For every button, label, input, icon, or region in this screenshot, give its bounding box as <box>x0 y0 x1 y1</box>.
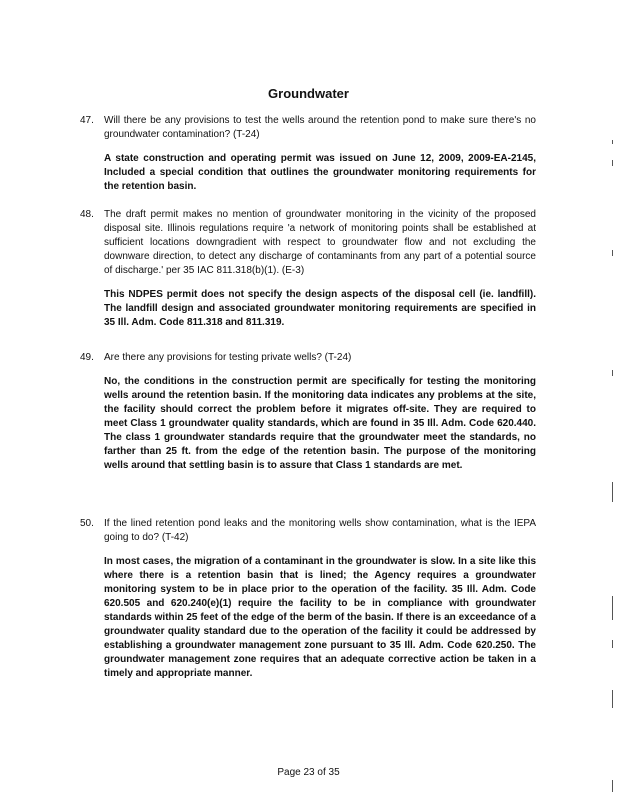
question-text: If the lined retention pond leaks and the monitoring wells show contamination, what is the IEPA going to do? (T-42) <box>104 518 536 543</box>
scan-mark <box>612 250 613 256</box>
question-number: 49. <box>80 352 94 363</box>
scan-mark <box>612 140 613 144</box>
scan-mark <box>612 640 613 648</box>
answer-text: This NDPES permit does not specify the design aspects of the disposal cell (ie. landfill). The landfill design and associated groundwater monitoring requirements are specified in 35 Ill. Adm. Code 811.318 and 811.319. <box>104 289 536 328</box>
question-text: Will there be any provisions to test the wells around the retention pond to make sure there's no groundwater contamination? (T-24) <box>104 115 536 140</box>
scan-mark <box>612 370 613 376</box>
answer-text: In most cases, the migration of a contaminant in the groundwater is slow. In a site like this where there is a retention basin that is lined; the Agency requires a groundwater monitoring system to be in place prior to the operation of the facility. 35 Ill. Adm. Code 620.505 and 620.240(e)(1) require the facility to be in compliance with groundwater standards within 25 feet of the edge of the berm of the basin. If there is an exceedance of a groundwater quality standard due to the operation of the facility it could be addressed by establishing a groundwater management zone pursuant to 35 Ill. Adm. Code 620.250. The groundwater management zone requires that an adequate corrective action be taken in a timely and appropriate manner. <box>104 556 536 679</box>
page-footer: Page 23 of 35 <box>277 767 340 778</box>
question-number: 50. <box>80 518 94 529</box>
scan-mark <box>612 780 613 792</box>
question-text: Are there any provisions for testing private wells? (T-24) <box>104 352 352 363</box>
question-text: The draft permit makes no mention of groundwater monitoring in the vicinity of the proposed disposal site. Illinois regulations require 'a network of monitoring points shall be established at sufficient locations downgradient with respect to groundwater flow and not excluding the downware direction, to detect any discharge of contaminants from any part of a potential source of discharge.' per 35 IAC 811.318(b)(1). (E-3) <box>104 209 536 276</box>
page-title: Groundwater <box>268 86 349 101</box>
answer-text: A state construction and operating permit was issued on June 12, 2009, 2009-EA-2145, Included a special condition that outlines the groundwater monitoring requirements for the retention basin. <box>104 153 536 192</box>
scan-mark <box>612 482 613 502</box>
question-item-48 <box>80 208 536 330</box>
question-number: 48. <box>80 209 94 220</box>
scan-mark <box>612 160 613 166</box>
question-item-49 <box>80 351 536 473</box>
question-number: 47. <box>80 115 94 126</box>
answer-text: No, the conditions in the construction permit are specifically for testing the monitoring wells around the retention basin. If the monitoring data indicates any problems at the site, the facility should correct the problem before it migrates off-site. They are required to meet Class 1 groundwater quality standards, which are found in 35 Ill. Adm. Code 620.440. The class 1 groundwater standards require that the groundwater meet the standards, no farther than 25 ft. from the edge of the retention basin. The purpose of the monitoring wells around that settling basin is to assure that Class 1 standards are met. <box>104 376 536 471</box>
question-item-50 <box>80 517 536 681</box>
scan-mark <box>612 690 613 708</box>
scan-mark <box>612 596 613 620</box>
question-item-47 <box>80 114 536 194</box>
